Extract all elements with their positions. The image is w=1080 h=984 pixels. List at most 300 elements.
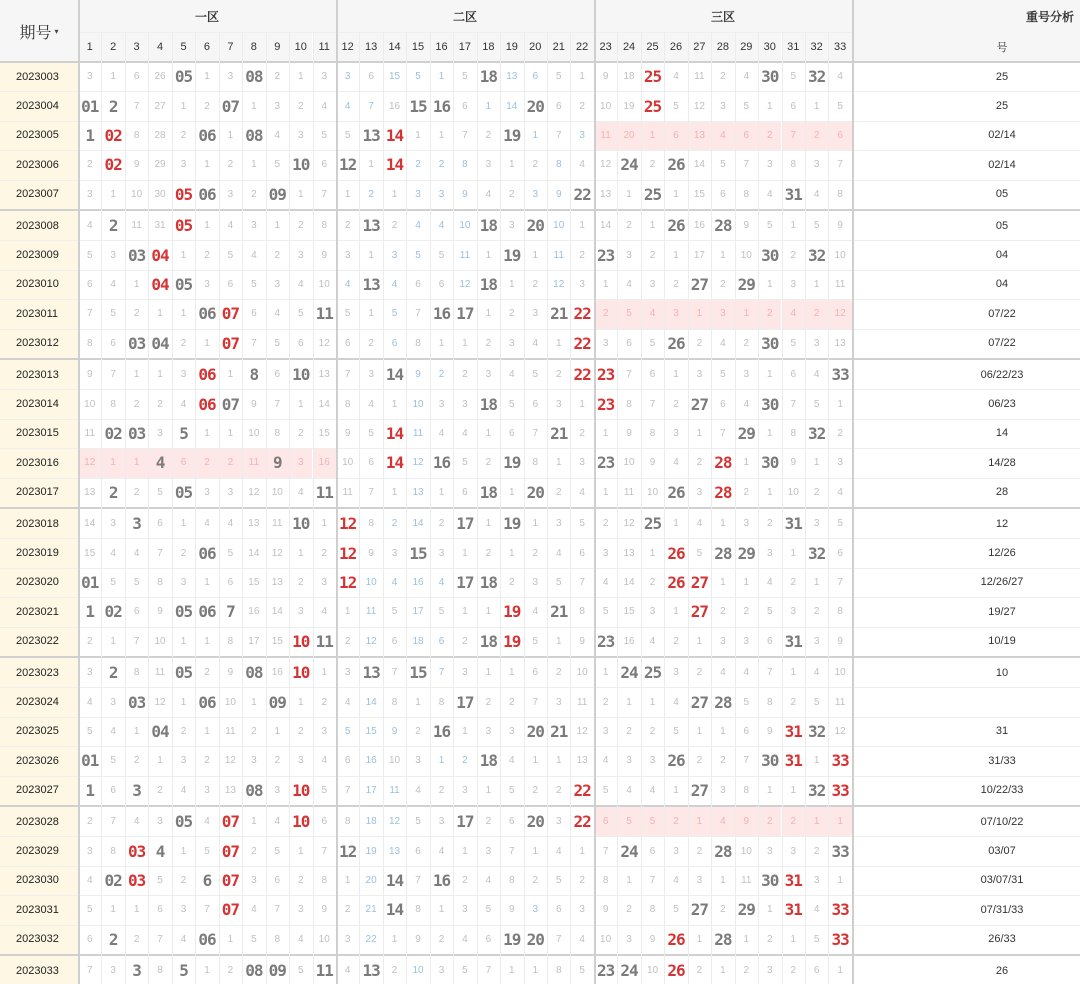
miss-count: 3 [485,369,492,381]
miss-count: 2 [626,904,632,916]
column-divider [406,32,407,984]
drawn-number: 20 [526,721,544,741]
issue-number: 2023032 [0,925,78,954]
miss-count: 4 [227,220,234,232]
column-header-22: 22 [570,32,593,62]
miss-count: 1 [790,547,796,559]
miss-count: 12 [78,448,101,477]
miss-count: 3 [602,547,609,559]
issue-number: 2023016 [0,448,78,477]
miss-count: 1 [688,299,711,328]
miss-count: 2 [758,807,781,836]
miss-count: 10 [553,220,565,232]
miss-count: 5 [509,784,515,796]
miss-count: 1 [251,816,257,828]
drawn-number: 07 [221,304,240,324]
miss-count: 16 [365,755,377,767]
miss-count: 2 [462,369,468,381]
miss-count: 2 [696,845,703,857]
miss-count: 8 [391,696,398,708]
drawn-number: 26 [667,961,685,981]
miss-count: 1 [204,159,210,171]
column-divider [617,32,618,984]
miss-count: 7 [110,369,116,381]
analysis-title: 重号分析 [852,0,1080,32]
miss-count: 7 [274,904,281,916]
miss-count: 1 [579,398,585,410]
miss-count: 10 [740,845,752,857]
drawn-number: 02 [104,155,122,175]
miss-count: 11 [272,518,283,530]
repeat-analysis: 12/26/27 [980,576,1024,589]
miss-count: 1 [297,71,304,83]
miss-count: 1 [180,518,187,530]
row-divider [0,240,1080,241]
miss-count: 7 [602,845,609,857]
drawn-number: 03 [127,245,146,265]
column-divider [500,32,501,984]
issue-number: 2023010 [0,270,78,299]
drawn-number: 13 [362,663,380,683]
drawn-number: 23 [596,245,615,265]
repeat-analysis: 04 [995,249,1009,262]
miss-count: 2 [720,904,726,916]
drawn-number: 2 [108,216,118,236]
drawn-number: 11 [315,304,333,324]
miss-count: 4 [711,807,734,836]
column-divider [547,32,548,984]
drawn-number: 16 [432,870,451,890]
miss-count: 14 [365,696,377,708]
miss-count: 5 [251,278,257,290]
row-divider [0,866,1080,867]
miss-count: 6 [157,518,163,530]
repeat-analysis: 02/14 [988,158,1016,171]
miss-count: 7 [532,427,539,439]
drawn-number: 01 [81,751,99,771]
column-divider [359,32,360,984]
miss-count: 3 [204,278,210,290]
drawn-number: 12 [339,155,357,175]
miss-count: 2 [485,547,492,559]
miss-count: 7 [509,845,515,857]
drawn-number: 26 [667,155,685,175]
miss-count: 3 [462,784,468,796]
miss-count: 4 [297,486,304,498]
miss-count: 10 [342,457,354,469]
miss-count: 2 [532,874,539,886]
miss-count: 3 [251,220,257,232]
drawn-number: 21 [550,602,568,622]
drawn-number: 28 [714,482,732,502]
miss-count: 3 [415,755,421,767]
drawn-number: 26 [667,543,685,563]
miss-count: 1 [391,933,398,945]
drawn-number: 05 [174,67,193,87]
miss-count: 4 [297,278,304,290]
miss-count: 3 [649,606,656,618]
miss-count: 4 [321,755,327,767]
miss-count: 6 [391,337,398,349]
miss-count: 4 [673,71,679,83]
issue-number: 2023022 [0,627,78,656]
miss-count: 1 [180,845,187,857]
miss-count: 10 [576,667,588,679]
miss-count: 1 [368,159,374,171]
miss-count: 12 [828,299,851,328]
miss-count: 10 [787,486,799,498]
drawn-number: 27 [690,692,709,712]
miss-count: 8 [837,188,843,200]
miss-count: 1 [485,784,492,796]
miss-count: 2 [133,398,140,410]
drawn-number: 27 [690,274,709,294]
miss-count: 3 [251,874,257,886]
miss-count: 11 [553,249,564,261]
drawn-number: 3 [132,780,141,800]
miss-count: 5 [157,486,163,498]
miss-count: 1 [626,874,632,886]
drawn-number: 02 [104,125,122,145]
drawn-number: 30 [761,333,779,353]
drawn-number: 24 [620,961,638,981]
miss-count: 5 [462,965,468,977]
miss-count: 10 [248,427,260,439]
miss-count: 2 [532,159,539,171]
miss-count: 4 [649,635,656,647]
miss-count: 21 [365,904,377,916]
miss-count: 18 [623,71,635,83]
drawn-number: 14 [385,365,404,385]
sort-down-icon[interactable]: ▾ [54,26,59,36]
miss-count: 2 [368,337,374,349]
column-divider [711,32,712,984]
miss-count: 2 [532,278,539,290]
column-divider [430,32,431,984]
repeat-analysis: 10/19 [988,635,1016,648]
miss-count: 4 [837,486,843,498]
miss-count: 3 [204,486,210,498]
issue-header[interactable] [0,0,78,62]
miss-count: 3 [485,159,492,171]
miss-count: 9 [86,369,93,381]
miss-count: 2 [204,249,210,261]
issue-number: 2023033 [0,956,78,984]
miss-count: 2 [766,518,773,530]
miss-count: 12 [834,725,846,737]
miss-count: 1 [532,845,539,857]
drawn-number: 27 [690,394,709,414]
miss-count: 4 [641,299,664,328]
miss-count: 5 [509,398,515,410]
miss-count: 10 [154,635,166,647]
miss-count: 8 [133,129,140,141]
column-divider [735,32,736,984]
miss-count: 6 [594,807,617,836]
drawn-number: 15 [409,96,427,116]
miss-count: 5 [227,547,234,559]
miss-count: 7 [321,845,327,857]
drawn-number: 16 [432,453,451,473]
column-divider [641,32,642,984]
miss-count: 17 [693,249,705,261]
miss-count: 1 [438,755,445,767]
miss-count: 1 [720,874,726,886]
miss-count: 1 [696,725,703,737]
miss-count: 4 [813,904,820,916]
miss-count: 1 [673,606,679,618]
repeat-analysis: 12 [995,517,1009,530]
issue-number: 2023025 [0,717,78,746]
miss-count: 1 [297,845,304,857]
miss-count: 11 [365,606,377,618]
drawn-number: 20 [526,812,544,832]
drawn-number: 07 [221,841,240,861]
miss-count: 3 [509,337,515,349]
drawn-number: 27 [690,602,709,622]
miss-count: 1 [344,874,351,886]
miss-count: 4 [86,874,93,886]
miss-count: 4 [602,755,609,767]
miss-count: 17 [365,784,377,796]
miss-count: 5 [110,576,116,588]
miss-count: 3 [274,100,281,112]
miss-count: 7 [133,635,140,647]
miss-count: 2 [180,337,187,349]
miss-count: 3 [180,755,187,767]
miss-count: 3 [626,933,632,945]
miss-count: 11 [154,667,166,679]
issue-number: 2023004 [0,91,78,120]
drawn-number: 03 [127,692,146,712]
miss-count: 11 [389,784,400,796]
miss-count: 1 [532,249,539,261]
miss-count: 4 [720,337,726,349]
miss-count: 3 [720,635,726,647]
drawn-number: 05 [174,663,193,683]
miss-count: 18 [412,635,424,647]
miss-count: 5 [415,71,421,83]
miss-count: 1 [696,427,703,439]
miss-count: 2 [86,635,93,647]
drawn-number: 05 [174,184,193,204]
drawn-number: 08 [245,663,263,683]
miss-count: 14 [318,398,330,410]
drawn-number: 22 [573,812,591,832]
miss-count: 9 [133,159,140,171]
miss-count: 6 [790,100,796,112]
miss-count: 13 [834,337,846,349]
miss-count: 13 [623,547,635,559]
miss-count: 5 [110,308,116,320]
column-header-13: 13 [359,32,382,62]
drawn-number: 02 [104,602,122,622]
miss-count: 4 [743,71,750,83]
issue-number: 2023018 [0,509,78,538]
miss-count: 1 [227,427,234,439]
drawn-number: 05 [174,812,193,832]
miss-count: 8 [837,606,843,618]
row-divider [0,656,1080,658]
miss-count: 1 [110,635,116,647]
miss-count: 6 [532,667,539,679]
drawn-number: 10 [292,514,310,534]
miss-count: 3 [720,100,726,112]
miss-count: 7 [438,667,445,679]
miss-count: 6 [837,547,843,559]
column-divider [172,32,173,984]
miss-count: 1 [673,518,679,530]
miss-count: 1 [227,933,234,945]
drawn-number: 23 [596,394,615,414]
miss-count: 8 [415,337,421,349]
column-header-14: 14 [383,32,406,62]
miss-count: 1 [101,448,124,477]
miss-count: 1 [321,518,327,530]
miss-count: 1 [485,427,492,439]
miss-count: 7 [837,159,843,171]
miss-count: 1 [204,427,210,439]
miss-count: 3 [790,606,796,618]
column-header-2: 2 [101,32,124,62]
miss-count: 3 [157,816,163,828]
miss-count: 2 [579,249,585,261]
miss-count: 28 [154,129,166,141]
column-divider [78,0,80,984]
miss-count: 7 [415,308,421,320]
miss-count: 2 [415,159,421,171]
miss-count: 2 [391,220,398,232]
miss-count: 1 [391,188,398,200]
repeat-analysis: 31/33 [988,754,1016,767]
miss-count: 3 [321,576,327,588]
column-divider [219,32,220,984]
drawn-number: 26 [667,216,685,236]
miss-count: 3 [462,904,468,916]
column-header-11: 11 [313,32,336,62]
miss-count: 2 [133,755,140,767]
miss-count: 4 [438,427,445,439]
row-divider [0,150,1080,151]
drawn-number: 33 [831,780,849,800]
miss-count: 2 [485,457,492,469]
miss-count: 4 [344,100,351,112]
drawn-number: 04 [151,333,169,353]
miss-count: 1 [649,220,656,232]
drawn-number: 14 [385,870,404,890]
miss-count: 2 [180,129,187,141]
row-divider [0,687,1080,688]
miss-count: 1 [157,369,163,381]
column-header-6: 6 [195,32,218,62]
miss-count: 4 [782,299,805,328]
miss-count: 3 [274,278,281,290]
miss-count: 14 [693,159,705,171]
miss-count: 5 [813,398,820,410]
miss-count: 3 [86,667,93,679]
drawn-number: 3 [132,514,141,534]
drawn-number: 30 [761,394,779,414]
column-header-31: 31 [782,32,805,62]
miss-count: 2 [782,807,805,836]
miss-count: 9 [602,71,609,83]
miss-count: 2 [649,159,656,171]
column-header-20: 20 [524,32,547,62]
miss-count: 3 [766,965,773,977]
miss-count: 3 [462,667,468,679]
miss-count: 3 [462,398,468,410]
miss-count: 3 [837,457,843,469]
miss-count: 1 [438,129,445,141]
drawn-number: 22 [573,184,591,204]
miss-count: 11 [594,121,617,150]
column-header-5: 5 [172,32,195,62]
miss-count: 1 [391,398,398,410]
miss-count: 2 [509,188,515,200]
miss-count: 6 [626,337,632,349]
miss-count: 5 [649,337,656,349]
miss-count: 3 [391,249,398,261]
miss-count: 3 [711,299,734,328]
row-divider [0,270,1080,271]
drawn-number: 10 [292,631,310,651]
miss-count: 2 [344,904,351,916]
miss-count: 7 [532,696,539,708]
miss-count: 6 [532,71,539,83]
miss-count: 7 [274,398,281,410]
miss-count: 2 [344,635,351,647]
miss-count: 2 [790,965,796,977]
drawn-number: 31 [784,900,802,920]
drawn-number: 33 [831,365,849,385]
issue-number: 2023006 [0,150,78,179]
zone-three-title: 三区 [594,0,852,32]
miss-count: 1 [743,457,750,469]
column-header-3: 3 [125,32,148,62]
miss-count: 3 [696,486,703,498]
drawn-number: 12 [339,841,357,861]
repeat-analysis: 19/27 [988,605,1016,618]
miss-count: 5 [321,784,327,796]
miss-count: 4 [720,667,726,679]
miss-count: 5 [602,784,609,796]
miss-count: 1 [251,159,257,171]
miss-count: 5 [297,965,304,977]
repeat-analysis: 07/31/33 [980,903,1024,916]
miss-count: 1 [204,220,210,232]
miss-count: 3 [204,784,210,796]
miss-count: 5 [790,71,796,83]
miss-count: 8 [555,159,562,171]
miss-count: 3 [579,278,585,290]
miss-count: 7 [555,129,562,141]
miss-count: 3 [297,606,304,618]
miss-count: 2 [720,278,726,290]
miss-count: 2 [743,606,750,618]
miss-count: 4 [579,486,585,498]
miss-count: 10 [84,398,96,410]
miss-count: 4 [204,518,210,530]
miss-count: 3 [813,635,820,647]
miss-count: 2 [462,874,468,886]
miss-count: 8 [415,904,421,916]
miss-count: 2 [227,159,234,171]
drawn-number: 19 [503,929,521,949]
miss-count: 5 [837,100,843,112]
drawn-number: 05 [174,216,193,236]
drawn-number: 32 [808,543,826,563]
miss-count: 6 [110,337,116,349]
